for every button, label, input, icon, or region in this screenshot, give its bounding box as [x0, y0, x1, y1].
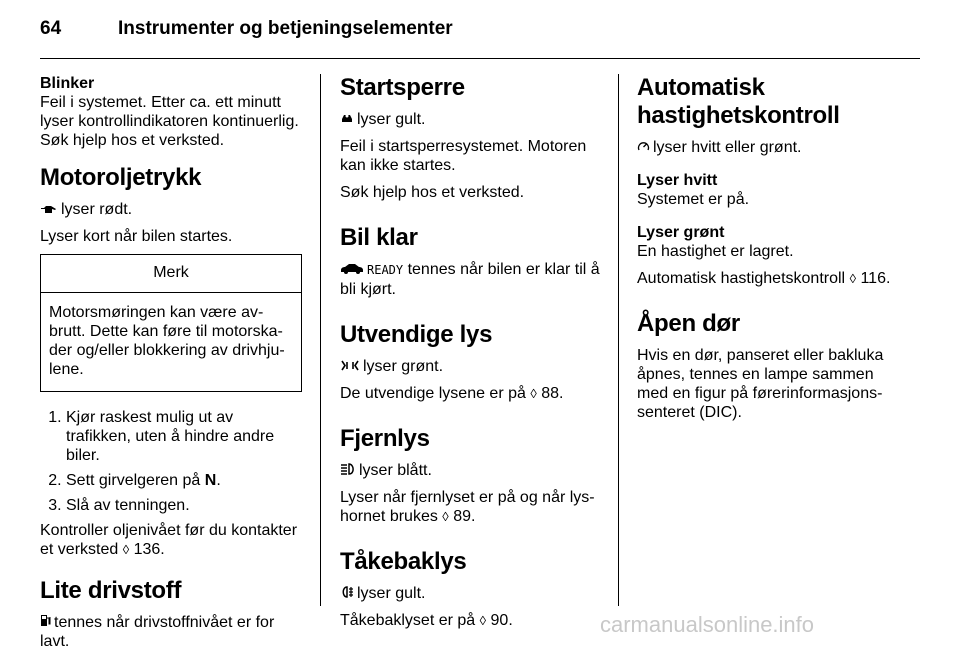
cruise-line: [637, 138, 907, 157]
page-ref[interactable]: 136.: [133, 541, 165, 558]
column-left: [40, 74, 302, 659]
rear-fog-heading: Tåkebaklys: [340, 548, 467, 575]
ext-line: [340, 357, 602, 376]
page-ref[interactable]: 90.: [490, 612, 513, 629]
column-divider: [618, 74, 619, 606]
oil-line-text: lyser rødt.: [61, 201, 133, 218]
immo-line: [340, 110, 602, 129]
oil-check-text: Kontroller oljenivået før du kontakter et verksted ◊ 136.: [40, 522, 298, 558]
fuel-line: [40, 613, 302, 651]
header-rule: [40, 58, 920, 59]
note-text: Motorsmøringen kan være avbrutt. Dette kan føre til motorskader og/eller blokkering av drivhjulene.: [49, 304, 285, 378]
fuel-line-text: tennes når drivstoffnivået er for lavt.: [40, 614, 275, 650]
ready-text: tennes når bilen er klar til å bli kjørt.: [340, 261, 600, 298]
page-header: [40, 18, 920, 58]
oil-pressure-heading: Motoroljetrykk: [40, 164, 202, 191]
list-item: 1. Kjør raskest mulig ut av trafikken, uten å hindre andre biler.: [66, 408, 302, 465]
high-beam-heading: Fjernlys: [340, 425, 430, 452]
white-text: Systemet er på.: [637, 191, 750, 208]
steps-list: [40, 408, 302, 515]
ext-text: De utvendige lysene er på ◊ 88.: [340, 385, 564, 402]
note-title: Merk: [41, 255, 301, 293]
oil-can-icon: [40, 200, 58, 219]
high-line-text: lyser blått.: [359, 462, 432, 479]
high-line: [340, 461, 602, 480]
fog-line-text: lyser gult.: [357, 585, 426, 602]
green-text: En hastighet er lagret.: [637, 243, 794, 260]
page-ref[interactable]: 88.: [541, 385, 564, 402]
ready-label: READY: [367, 263, 404, 277]
page-number: 64: [40, 18, 62, 39]
exterior-light-icon: [340, 357, 360, 376]
blinker-heading: Blinker: [40, 75, 95, 92]
cruise-ref-line: Automatisk hastighetskontroll ◊ 116.: [637, 270, 891, 287]
column-middle: [340, 74, 602, 638]
list-item: 2. Sett girvelgeren på N.: [66, 471, 302, 490]
list-item: 3. Slå av tenningen.: [66, 496, 302, 515]
note-box: [40, 254, 302, 392]
ready-heading: Bil klar: [340, 224, 418, 251]
car-key-icon: [340, 110, 354, 129]
page-ref[interactable]: 89.: [453, 508, 476, 525]
oil-text: Lyser kort når bilen startes.: [40, 228, 233, 245]
ref-arrow-icon: ◊: [442, 509, 449, 524]
open-door-heading: Åpen dør: [637, 310, 740, 337]
fog-line: [340, 584, 602, 603]
column-right: [637, 74, 907, 430]
immo-text: Feil i startsperresystemet. Motoren kan ikke startes.: [340, 138, 587, 174]
fuel-pump-icon: [40, 613, 51, 632]
door-text: Hvis en dør, panseret eller bakluka åpnes, tennes en lampe sammen med en figur på førerinformasjonssenteret (DIC).: [637, 347, 884, 421]
page-title: Instrumenter og betjeningselementer: [118, 18, 453, 39]
green-heading: Lyser grønt: [637, 224, 725, 241]
immo-line-text: lyser gult.: [357, 111, 426, 128]
oil-line: [40, 200, 302, 219]
white-heading: Lyser hvitt: [637, 172, 718, 189]
watermark: carmanualsonline.info: [600, 612, 815, 637]
ref-arrow-icon: ◊: [122, 542, 130, 557]
rear-fog-icon: [340, 584, 354, 603]
fog-text: Tåkebaklyset er på ◊ 90.: [340, 612, 513, 629]
ext-line-text: lyser grønt.: [363, 358, 444, 375]
ref-arrow-icon: ◊: [530, 386, 537, 401]
cruise-line-text: lyser hvitt eller grønt.: [653, 139, 802, 156]
page-ref[interactable]: 116.: [860, 270, 891, 287]
ready-line: [340, 260, 602, 299]
exterior-lights-heading: Utvendige lys: [340, 321, 493, 348]
ref-arrow-icon: ◊: [849, 271, 856, 286]
cruise-control-icon: [637, 138, 650, 157]
immo-text-2: Søk hjelp hos et verksted.: [340, 184, 525, 201]
low-fuel-heading: Lite drivstoff: [40, 577, 182, 604]
column-divider: [320, 74, 321, 606]
immobiliser-heading: Startsperre: [340, 74, 465, 101]
car-icon: [340, 260, 364, 279]
ref-arrow-icon: ◊: [479, 613, 487, 628]
blinker-text: Feil i systemet. Etter ca. ett minutt lyser kontrollindikatoren kontinuerlig. Søk hjelp hos et verksted.: [40, 94, 299, 149]
high-text: Lyser når fjernlyset er på og når lyshornet brukes ◊ 89.: [340, 489, 595, 525]
cruise-control-heading: Automatisk hastighetskontroll: [637, 74, 840, 129]
high-beam-icon: [340, 461, 356, 480]
